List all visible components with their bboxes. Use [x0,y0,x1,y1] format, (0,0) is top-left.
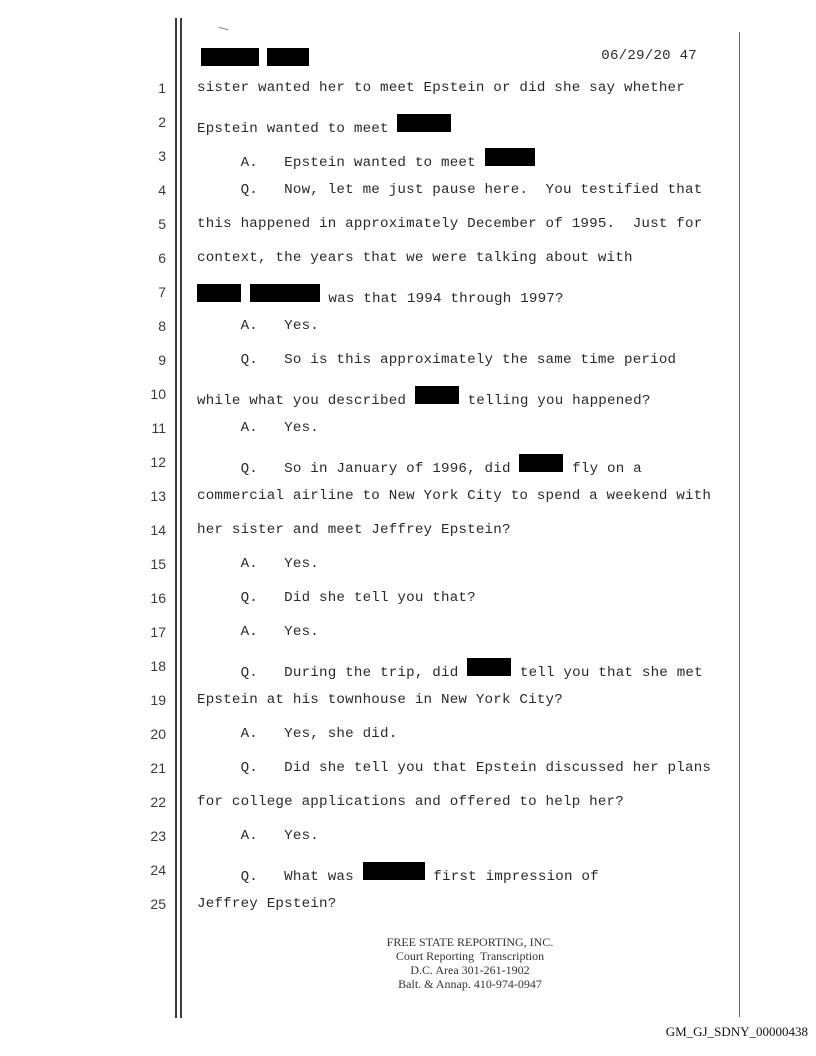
line-number: 6 [158,250,166,266]
line-number: 15 [150,556,166,572]
scan-mark [218,27,229,34]
line-text-segment: while what you described [197,393,415,409]
transcript-line [0,822,816,856]
line-text-segment: for college applications and offered to help her? [197,794,624,810]
line-text [197,692,563,708]
redaction-box [467,658,511,676]
line-text-segment: Q. Did she tell you that? [197,590,476,606]
transcript-line [0,414,816,448]
redaction-box [397,114,451,132]
line-text [197,658,703,681]
footer-phone-balt: Balt. & Annap. 410-974-0947 [398,977,542,991]
line-number: 18 [150,658,166,674]
line-number: 11 [151,420,166,436]
transcript-line [0,856,816,890]
redaction-box [519,454,563,472]
line-number: 13 [150,488,166,504]
line-text-segment: context, the years that we were talking about with [197,250,633,266]
line-number: 21 [150,760,166,776]
line-text-segment: Q. What was [197,869,363,885]
line-number: 25 [150,896,166,912]
line-text [197,862,599,885]
line-number: 22 [150,794,166,810]
line-number: 5 [158,216,166,232]
transcript-line [0,380,816,414]
line-number: 2 [158,114,166,130]
line-number: 7 [158,284,166,300]
transcript-line [0,754,816,788]
redaction-box [197,284,241,302]
line-text-segment: Jeffrey Epstein? [197,896,337,912]
line-text-segment: tell you that she met [511,665,703,681]
line-text [197,420,319,436]
transcript-line [0,584,816,618]
line-text-segment: A. Yes. [197,624,319,640]
line-text-segment: Q. Now, let me just pause here. You testified that [197,182,703,198]
line-text [197,182,702,198]
page-header [197,48,697,70]
transcript-line [0,74,816,108]
line-number: 1 [158,80,166,96]
line-text-segment: this happened in approximately December of 1995. Just for [197,216,703,232]
transcript-line [0,720,816,754]
redaction-box [415,386,459,404]
transcript-line [0,890,816,924]
line-text-segment: A. Yes. [197,556,319,572]
line-number: 12 [150,454,166,470]
transcript-line [0,210,816,244]
line-text-segment: her sister and meet Jeffrey Epstein? [197,522,511,538]
line-text-segment: was that 1994 through 1997? [319,291,564,307]
page-footer [300,935,640,991]
transcript-line [0,176,816,210]
footer-phone-dc: D.C. Area 301-261-1902 [410,963,530,977]
line-text [197,794,624,810]
redaction-box [363,862,425,880]
line-text-segment: commercial airline to New York City to spend a weekend with [197,488,712,504]
line-number: 14 [150,522,166,538]
line-text [197,114,451,137]
line-text-segment: Q. So is this approximately the same time period [197,352,677,368]
page-number: 47 [679,48,697,64]
line-number: 3 [158,148,166,164]
line-text [197,284,564,307]
redaction-box [201,48,259,66]
footer-company: FREE STATE REPORTING, INC. [386,935,554,949]
transcript-line [0,346,816,380]
line-text-segment: sister wanted her to meet Epstein or did she say whether [197,80,685,96]
redaction-box [250,284,320,302]
line-number: 10 [150,386,166,402]
transcript-line [0,652,816,686]
line-text-segment: A. Yes, she did. [197,726,398,742]
line-text [197,488,711,504]
line-text [197,556,319,572]
transcript-line [0,618,816,652]
transcript-line [0,312,816,346]
line-text-segment: Q. Did she tell you that Epstein discussed her plans [197,760,712,776]
line-text [197,216,702,232]
line-text [197,454,642,477]
line-text-segment: Epstein wanted to meet [197,121,398,137]
line-number: 17 [150,624,166,640]
line-text [197,726,397,742]
line-text [197,760,711,776]
line-text [197,624,319,640]
line-text-segment: Q. During the trip, did [197,665,468,681]
line-text-segment: Epstein at his townhouse in New York City? [197,692,563,708]
line-number: 24 [150,862,166,878]
line-number: 23 [150,828,166,844]
footer-service: Court Reporting Transcription [395,949,545,963]
line-text-segment: A. Epstein wanted to meet [197,155,485,171]
line-number: 8 [158,318,166,334]
header-date-page [601,48,697,64]
line-number: 19 [150,692,166,708]
redaction-box [267,48,309,66]
line-text [197,896,336,912]
transcript-line [0,244,816,278]
line-text [197,828,319,844]
line-number: 4 [158,182,166,198]
transcript-line [0,788,816,822]
line-text [197,590,476,606]
line-number: 16 [150,590,166,606]
line-number: 20 [150,726,166,742]
line-text [197,250,633,266]
line-text-segment: A. Yes. [197,318,319,334]
transcript-line [0,108,816,142]
line-text-segment: A. Yes. [197,828,319,844]
line-text [197,80,685,96]
line-text-segment: Q. So in January of 1996, did [197,461,520,477]
bates-number: GM_GJ_SDNY_00000438 [665,1024,808,1039]
transcript-line [0,686,816,720]
line-text [197,522,511,538]
transcript-line [0,142,816,176]
line-text-segment: fly on a [563,461,642,477]
redaction-box [485,148,535,166]
transcript-line [0,278,816,312]
transcript-line [0,516,816,550]
transcript-line [0,482,816,516]
line-number: 9 [158,352,166,368]
transcript-line [0,550,816,584]
line-text [197,148,535,171]
line-text-segment: A. Yes. [197,420,319,436]
line-text [197,318,319,334]
header-date: 06/29/20 [601,48,671,64]
line-text-segment [241,291,250,307]
line-text-segment: telling you happened? [458,393,651,409]
line-text-segment: first impression of [424,869,599,885]
line-text [197,352,676,368]
transcript-line [0,448,816,482]
line-text [197,386,651,409]
